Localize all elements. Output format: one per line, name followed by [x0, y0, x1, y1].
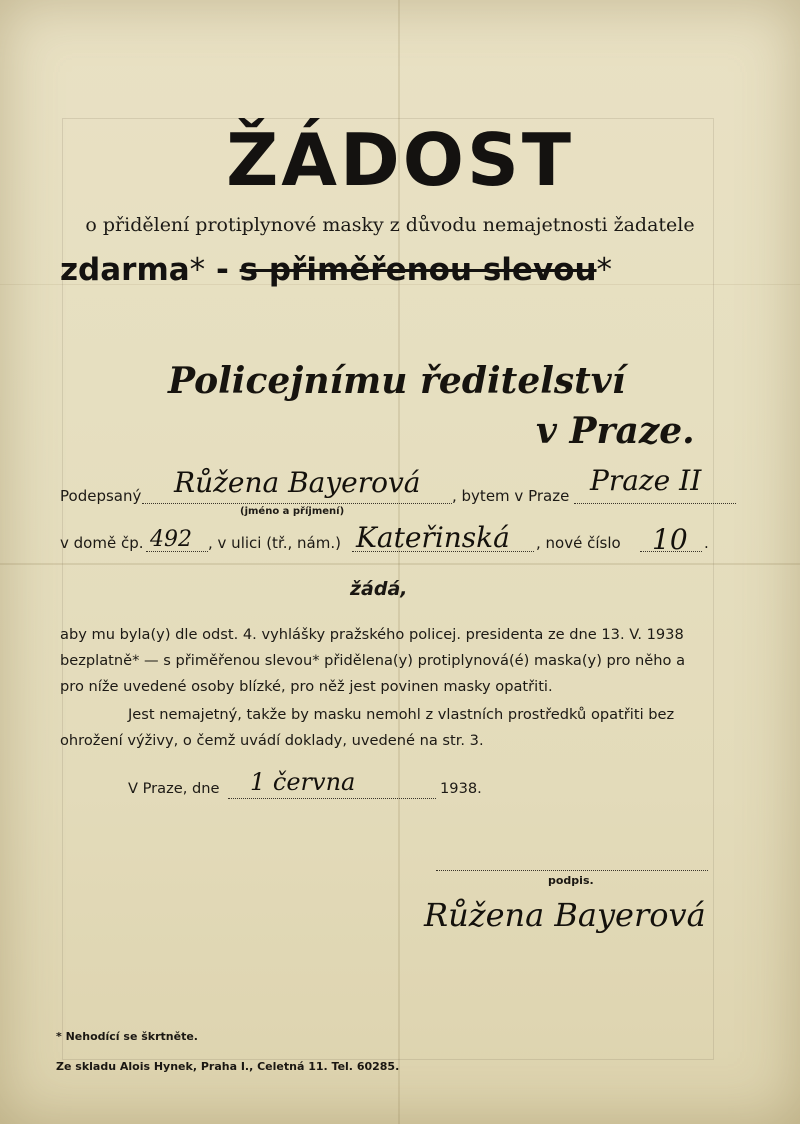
- footnote: * Nehodící se škrtněte.: [56, 1030, 198, 1043]
- addressee-line-1: Policejnímu ředitelství: [168, 360, 626, 402]
- signature-field-line: [436, 870, 708, 871]
- house-number-handwritten-value[interactable]: 492: [150, 527, 192, 552]
- document-title: ŽÁDOST: [226, 118, 574, 202]
- name-hint: (jméno a příjmení): [240, 506, 345, 517]
- price-free: zdarma: [60, 252, 190, 288]
- price-discount-struck: s přiměřenou slevou: [239, 252, 597, 288]
- document-subtitle: o přidělení protiplynové masky z důvodu nemajetnosti žadatele: [85, 214, 695, 236]
- new-number-handwritten-value[interactable]: 10: [652, 523, 688, 556]
- body-line-5: ohrožení výživy, o čemž uvádí doklady, uvedené na str. 3.: [60, 732, 484, 749]
- signature-label: podpis.: [548, 874, 594, 887]
- body-line-4: Jest nemajetný, takže by masku nemohl z vlastních prostředků opatřiti bez: [128, 706, 675, 723]
- row-end-dot: .: [704, 534, 709, 552]
- printer-imprint: Ze skladu Alois Hynek, Praha I., Celetná 11. Tel. 60285.: [56, 1060, 400, 1073]
- body-line-1: aby mu byla(y) dle odst. 4. vyhlášky pražského policej. presidenta ze dne 13. V. 1938: [60, 626, 684, 643]
- request-verb: žádá,: [350, 578, 408, 600]
- date-year: 1938.: [440, 780, 482, 797]
- name-handwritten-value[interactable]: Růžena Bayerová: [174, 466, 421, 499]
- price-asterisk: *: [189, 252, 206, 288]
- body-line-3: pro níže uvedené osoby blízké, pro něž jest povinen masky opatřiti.: [60, 678, 553, 695]
- residence-field-line: [574, 503, 736, 504]
- price-asterisk-2: *: [596, 252, 613, 288]
- new-number-label: , nové číslo: [536, 534, 621, 552]
- residence-handwritten-value[interactable]: Praze II: [590, 464, 702, 497]
- signed-label: Podepsaný: [60, 487, 142, 505]
- street-label: , v ulici (tř., nám.): [208, 534, 341, 552]
- addressee-line-2: v Praze.: [536, 410, 695, 452]
- date-field-line: [228, 798, 436, 799]
- price-option-line: [60, 252, 612, 288]
- name-field-line: [142, 503, 452, 504]
- signature-handwritten[interactable]: Růžena Bayerová: [424, 896, 706, 934]
- date-handwritten-value[interactable]: 1 června: [250, 768, 356, 796]
- date-prefix: V Praze, dne: [128, 780, 220, 797]
- house-number-label: v domě čp.: [60, 534, 144, 552]
- horizontal-fold-line: [0, 563, 800, 565]
- price-dash: -: [205, 252, 240, 288]
- residence-label: , bytem v Praze: [452, 487, 570, 505]
- body-line-2: bezplatně* — s přiměřenou slevou* přidělena(y) protiplynová(é) maska(y) pro něho a: [60, 652, 686, 669]
- street-handwritten-value[interactable]: Kateřinská: [356, 521, 510, 554]
